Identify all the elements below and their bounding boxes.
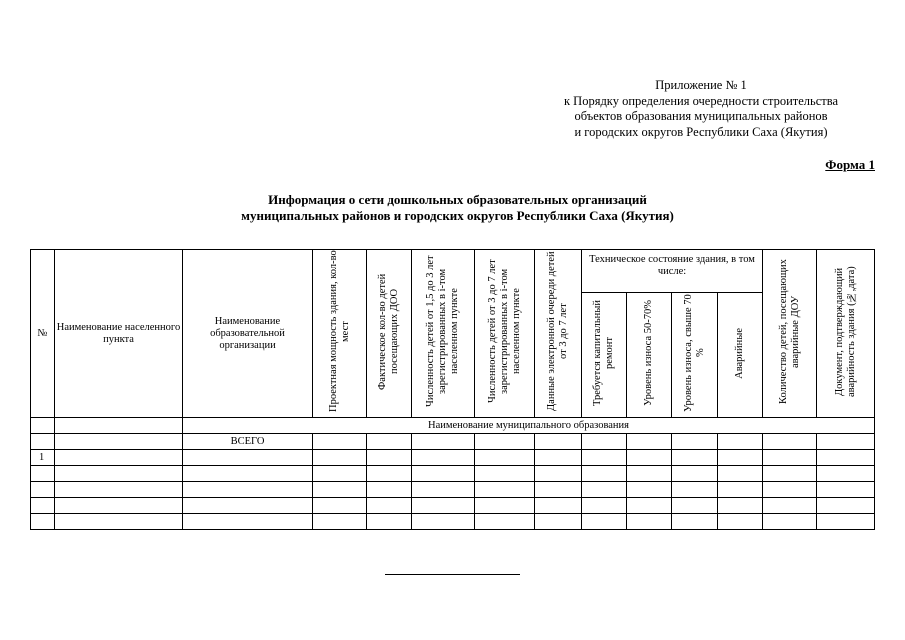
header-emergency: Аварийные	[734, 327, 745, 379]
table-cell	[55, 418, 183, 434]
title-line-2: муниципальных районов и городских округов Республики Саха (Якутия)	[241, 208, 674, 223]
appendix-line: к Порядку определения очередности строительства	[563, 93, 839, 108]
appendix-line: объектов образования муниципальных районов	[574, 109, 828, 123]
header-children-emergency: Количество детей, посещающих аварийные ДОУ	[777, 259, 801, 404]
header-wear-70: Уровень износа, свыше 70 %	[682, 294, 706, 412]
header-wear-50-70-cell	[627, 293, 672, 418]
table-row	[31, 498, 875, 514]
header-document-cell	[817, 250, 875, 418]
header-num: №	[31, 250, 55, 418]
appendix-header	[536, 78, 866, 140]
header-children-3-7-cell	[475, 250, 535, 418]
municipality-label: Наименование муниципального образования	[183, 418, 875, 434]
footer-divider	[385, 574, 520, 575]
header-actual-cell	[367, 250, 412, 418]
table-row	[31, 482, 875, 498]
header-document: Документ, подтверждающий аварийность здания (№,дата)	[833, 266, 857, 397]
form-label: Форма 1	[825, 157, 875, 172]
header-actual: Фактическое кол-во детей посещающих ДОО	[377, 273, 400, 390]
total-label: ВСЕГО	[183, 434, 313, 450]
header-settlement: Наименование населенного пункта	[55, 250, 183, 418]
header-children-emergency-cell	[763, 250, 817, 418]
header-wear-70-cell	[672, 293, 718, 418]
table-row	[31, 434, 875, 450]
appendix-line: Приложение № 1	[655, 78, 747, 92]
header-queue: Данные электронной очереди детей от 3 до 7 лет	[546, 251, 569, 412]
appendix-line: и городских округов Республики Саха (Якутия)	[574, 124, 828, 139]
document-title	[0, 192, 905, 224]
table-row	[31, 514, 875, 530]
header-children-1-5-3-cell	[412, 250, 475, 418]
table-cell	[31, 418, 55, 434]
header-repair: Требуется капитальный ремонт	[592, 300, 615, 406]
info-table	[30, 249, 875, 530]
header-children-1-5-3: Численность детей от 1,5 до 3 лет зарегистрированных в i-том населенном пункте	[425, 255, 460, 408]
header-capacity: Проектная мощность здания, кол-во мест	[327, 250, 351, 413]
header-wear-50-70: Уровень износа 50-70%	[643, 300, 654, 406]
header-org: Наименование образовательной организации	[183, 250, 313, 418]
table-row	[31, 466, 875, 482]
header-children-3-7: Численность детей от 3 до 7 лет зарегистрированных в i-том населенном пункте	[486, 259, 522, 404]
table-row	[31, 418, 875, 434]
title-line-1: Информация о сети дошкольных образовательных организаций	[268, 192, 647, 207]
table-row	[31, 450, 875, 466]
header-queue-cell	[535, 250, 582, 418]
row-number: 1	[31, 450, 55, 466]
header-tech-state: Техническое состояние здания, в том числе:	[582, 250, 763, 293]
header-emergency-cell	[718, 293, 763, 418]
header-capacity-cell	[313, 250, 367, 418]
header-repair-cell	[582, 293, 627, 418]
